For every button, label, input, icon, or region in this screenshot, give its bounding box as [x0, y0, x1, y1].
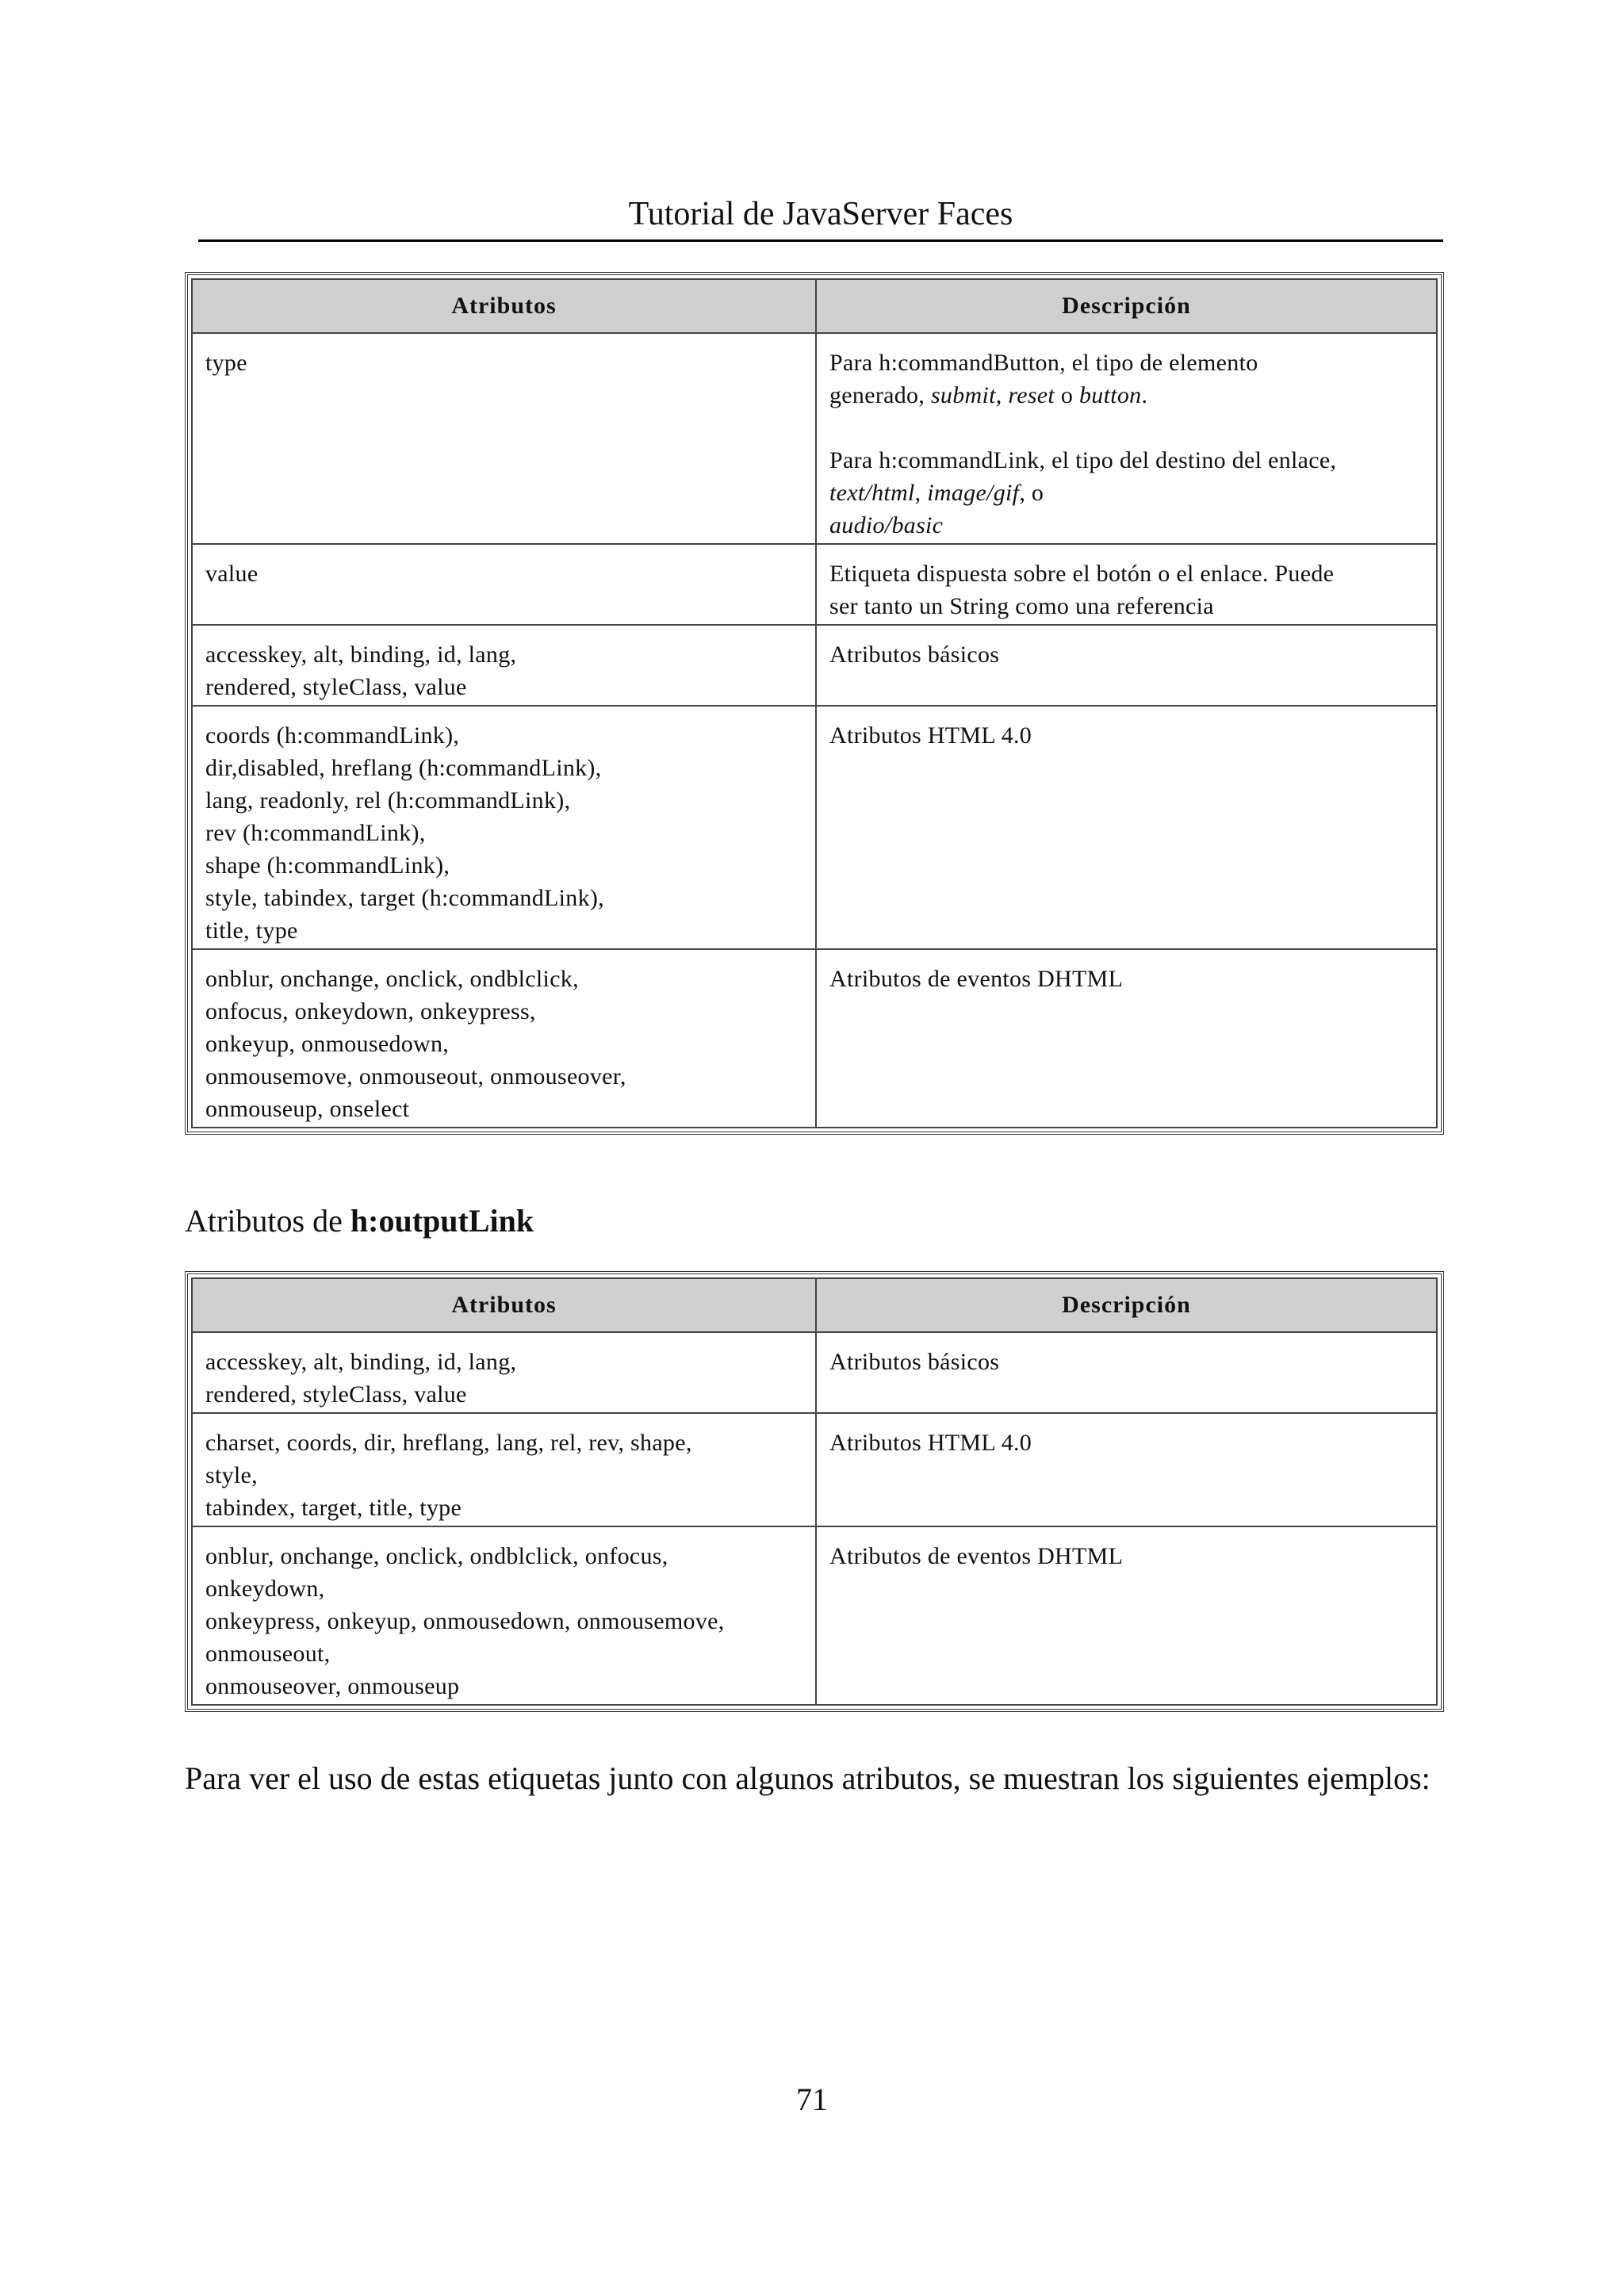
attributes-table-command — [185, 272, 1444, 1135]
attribute-line: onkeydown, — [205, 1576, 325, 1602]
attributes-cell — [192, 1526, 816, 1705]
attribute-line: accesskey, alt, binding, id, lang, — [205, 641, 517, 668]
table-row — [192, 544, 1437, 625]
attribute-line: style, — [205, 1462, 258, 1488]
description-line: ser tanto un String como una referencia — [829, 593, 1214, 619]
attribute-line: value — [205, 561, 259, 587]
attribute-line: onkeyup, onmousedown, — [205, 1031, 450, 1057]
italic-term: audio/basic — [829, 512, 944, 538]
paragraph-gap — [829, 412, 1423, 444]
description-line: Atributos básicos — [829, 641, 1000, 668]
attribute-line: rendered, styleClass, value — [205, 674, 467, 700]
table-row — [192, 949, 1437, 1128]
description-cell — [816, 625, 1437, 706]
attributes-cell — [192, 544, 816, 625]
attribute-line: lang, readonly, rel (h:commandLink), — [205, 787, 571, 814]
attribute-line: onmouseover, onmouseup — [205, 1673, 460, 1699]
attribute-line: onfocus, onkeydown, onkeypress, — [205, 998, 536, 1024]
attribute-line: dir,disabled, hreflang (h:commandLink), — [205, 755, 602, 781]
description-line: generado, submit, reset o button. — [829, 382, 1148, 408]
attribute-line: accesskey, alt, binding, id, lang, — [205, 1349, 517, 1375]
attribute-line: shape (h:commandLink), — [205, 852, 450, 879]
column-header-attributes: Atributos — [192, 1278, 816, 1332]
table-row — [192, 706, 1437, 949]
page-header — [198, 190, 1443, 242]
section-heading-tag: h:outputLink — [350, 1203, 534, 1239]
italic-term: submit — [930, 382, 996, 408]
attributes-cell — [192, 706, 816, 949]
section-heading-prefix: Atributos de — [185, 1203, 350, 1239]
italic-term: reset — [1008, 382, 1055, 408]
table-row — [192, 1332, 1437, 1413]
italic-term: text/html — [829, 480, 915, 506]
column-header-attributes: Atributos — [192, 279, 816, 333]
description-line: Atributos de eventos DHTML — [829, 966, 1124, 992]
attribute-line: style, tabindex, target (h:commandLink), — [205, 885, 604, 911]
table-row — [192, 625, 1437, 706]
attribute-line: rev (h:commandLink), — [205, 820, 426, 846]
description-cell — [816, 1413, 1437, 1526]
description-line: Etiqueta dispuesta sobre el botón o el enlace. Puede — [829, 561, 1335, 587]
description-cell — [816, 1332, 1437, 1413]
attribute-line: onkeypress, onkeyup, onmousedown, onmousemove, — [205, 1608, 725, 1634]
attributes-cell — [192, 333, 816, 544]
page-number: 71 — [796, 2081, 828, 2117]
table-row — [192, 1413, 1437, 1526]
attribute-line: onmousemove, onmouseout, onmouseover, — [205, 1063, 626, 1090]
table-body — [192, 1332, 1437, 1705]
description-line — [829, 509, 1423, 542]
attribute-line: title, type — [205, 917, 298, 944]
attributes-cell — [192, 1332, 816, 1413]
attributes-cell — [192, 1413, 816, 1526]
description-cell — [816, 706, 1437, 949]
table-row — [192, 333, 1437, 544]
header-title: Tutorial de JavaServer Faces — [628, 196, 1013, 232]
description-line: Para h:commandLink, el tipo del destino del enlace, — [829, 447, 1337, 473]
italic-term: button — [1078, 382, 1142, 408]
description-cell — [816, 949, 1437, 1128]
attribute-line: rendered, styleClass, value — [205, 1381, 467, 1407]
description-line: Atributos HTML 4.0 — [829, 1430, 1032, 1456]
description-cell — [816, 544, 1437, 625]
table-row — [192, 1526, 1437, 1705]
column-header-description: Descripción — [816, 279, 1437, 333]
column-header-description: Descripción — [816, 1278, 1437, 1332]
attribute-line: charset, coords, dir, hreflang, lang, rel, rev, shape, — [205, 1430, 692, 1456]
description-line: Atributos básicos — [829, 1349, 1000, 1375]
description-line: Para h:commandButton, el tipo de elemento — [829, 350, 1258, 376]
attribute-line: onmouseout, — [205, 1641, 331, 1667]
attributes-cell — [192, 625, 816, 706]
attributes-cell — [192, 949, 816, 1128]
body-paragraph: Para ver el uso de estas etiquetas junto con algunos atributos, se muestran los siguientes ejemplos: — [185, 1760, 1431, 1796]
description-cell — [816, 333, 1437, 544]
description-cell — [816, 1526, 1437, 1705]
attribute-line: tabindex, target, title, type — [205, 1495, 462, 1521]
italic-term: image/gif — [927, 480, 1020, 506]
attribute-line: onblur, onchange, onclick, ondblclick, — [205, 966, 579, 992]
attributes-table-outputlink — [185, 1271, 1444, 1712]
attribute-line: onmouseup, onselect — [205, 1096, 410, 1122]
section-heading — [185, 1199, 534, 1243]
attribute-line: onblur, onchange, onclick, ondblclick, onfocus, — [205, 1543, 668, 1569]
description-line: Atributos de eventos DHTML — [829, 1543, 1124, 1569]
attribute-line: coords (h:commandLink), — [205, 722, 460, 749]
table-body — [192, 333, 1437, 1128]
description-line: text/html, image/gif, o — [829, 480, 1044, 506]
attribute-line: type — [205, 350, 247, 376]
description-line: Atributos HTML 4.0 — [829, 722, 1032, 749]
